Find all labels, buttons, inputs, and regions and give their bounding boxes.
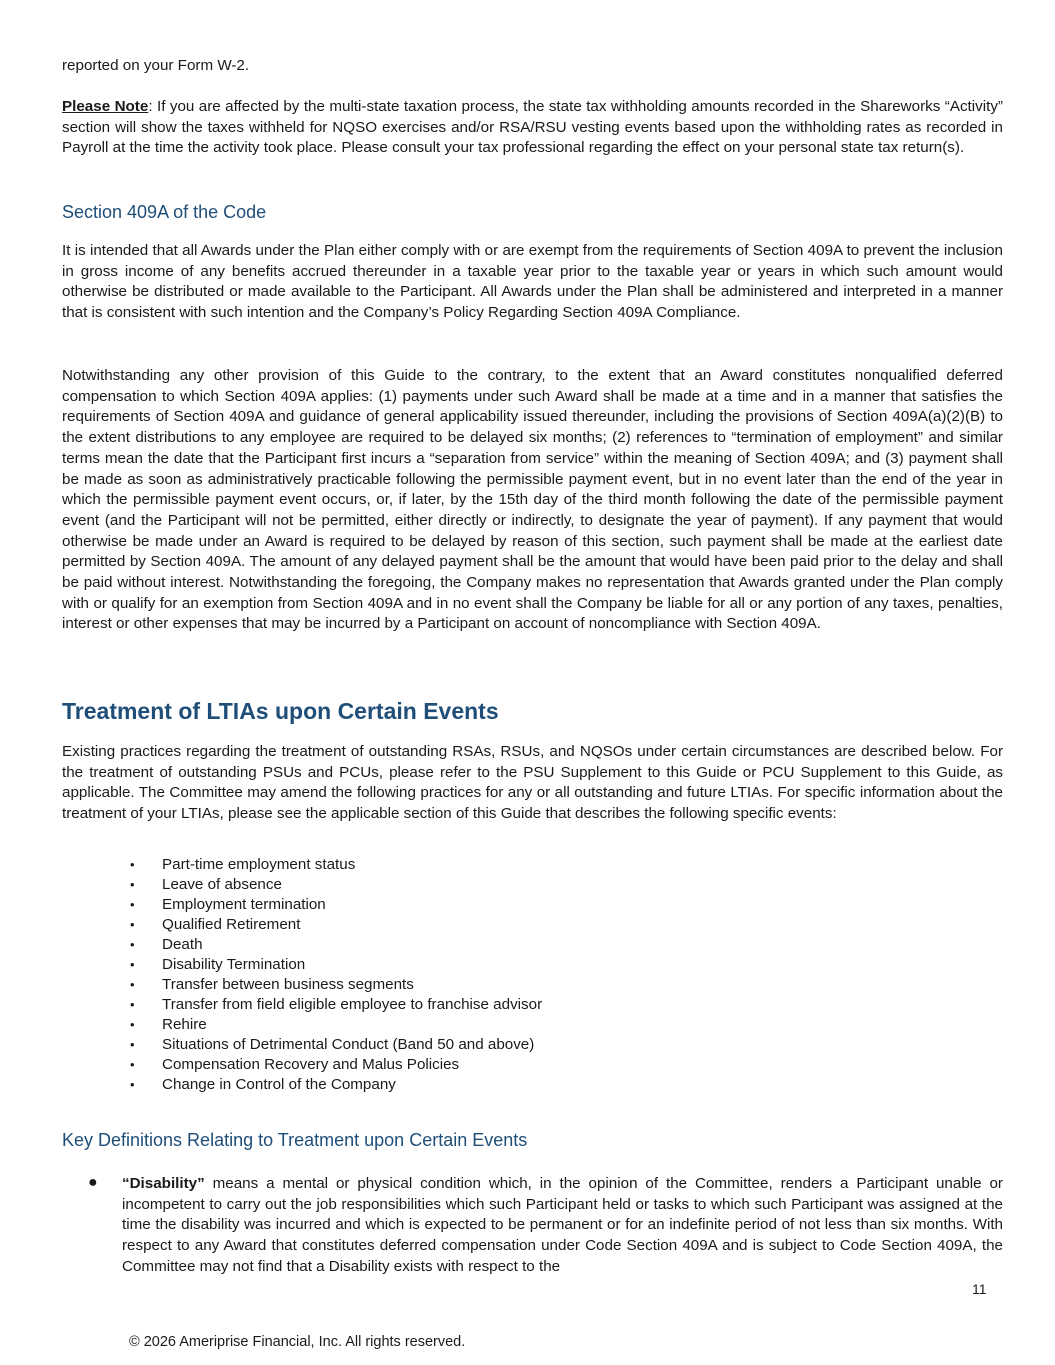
event-item: • Death xyxy=(130,935,542,955)
disability-definition-text xyxy=(122,1174,1003,1278)
event-item: • Compensation Recovery and Malus Policies xyxy=(130,1055,542,1075)
event-item: • Part-time employment status xyxy=(130,855,542,875)
disability-definition xyxy=(88,1174,1003,1278)
intro-text: reported on your Form W-2. xyxy=(62,57,250,74)
please-note-paragraph xyxy=(62,97,1003,159)
section-409a-paragraph-2: Notwithstanding any other provision of this Guide to the contrary, to the extent that an Award constitutes nonqualified deferred compensation to which Section 409A applies: (1) payments under such Award shall be made at a time and in a manner that satisfies the requirements of Section 409A and guidance of general applicability issued thereunder, including the provisions of Section 409A(a)(2)(B) to the extent distributions to any employee are required to be delayed six months; (2) references to “termination of employment” and similar terms mean the date that the Participant first incurs a “separation from service” within the meaning of Section 409A; and (3) payment shall be made as soon as administratively practicable following the permissible payment event, but in no event later than the end of the year in which the permissible payment event occurs, or, if later, by the 15th day of the third month following the date of the permissible payment event (and the Participant will not be permitted, either directly or indirectly, to designate the year of payment). If any payment that would otherwise be made under an Award is required to be delayed by reason of this section, such payment shall be made at the earliest date permitted by Section 409A. The amount of any delayed payment shall be the amount that would have been paid prior to the delay and shall be paid without interest. Notwithstanding the foregoing, the Company makes no representation that Awards granted under the Plan comply with or qualify for an exemption from Section 409A and in no event shall the Company be liable for all or any portion of any taxes, penalties, interest or other expenses that may be incurred by a Participant on account of noncompliance with Section 409A. xyxy=(62,367,1003,633)
events-list xyxy=(130,855,542,1095)
section-409a-heading: Section 409A of the Code xyxy=(62,202,267,222)
bullet-icon: ● xyxy=(88,1174,98,1191)
disability-term: “Disability” xyxy=(122,1175,205,1192)
please-note-label: Please Note xyxy=(62,98,149,115)
event-item: • Qualified Retirement xyxy=(130,915,542,935)
treatment-paragraph: Existing practices regarding the treatment of outstanding RSAs, RSUs, and NQSOs under certain circumstances are described below. For the treatment of outstanding PSUs and PCUs, please refer to the PSU Supplement to this Guide or PCU Supplement to this Guide, as applicable. The Committee may amend the following practices for any or all outstanding and future LTIAs. For specific information about the treatment of your LTIAs, please see the applicable section of this Guide that describes the following specific events: xyxy=(62,743,1003,823)
event-item: • Situations of Detrimental Conduct (Band 50 and above) xyxy=(130,1035,542,1055)
event-item: • Leave of absence xyxy=(130,875,542,895)
event-item: • Rehire xyxy=(130,1015,542,1035)
please-note-text: : If you are affected by the multi-state taxation process, the state tax withholding amounts recorded in the Shareworks “Activity” section will show the taxes withheld for NQSO exercises and/or RSA/RSU vesting events based upon the withholding rates as recorded in Payroll at the time the activity took place. Please consult your tax professional regarding the effect on your personal state tax return(s). xyxy=(62,98,1003,157)
disability-text: means a mental or physical condition which, in the opinion of the Committee, renders a Participant unable or incompetent to carry out the job responsibilities which such Participant held or tasks to which such Participant was assigned at the time the disability was incurred and which is expected to be permanent or for an indefinite period of not less than six months. With respect to any Award that constitutes deferred compensation under Code Section 409A and is subject to Code Section 409A, the Committee may not find that a Disability exists with respect to the xyxy=(122,1175,1003,1275)
page-number: 11 xyxy=(972,1281,987,1297)
event-item: • Employment termination xyxy=(130,895,542,915)
event-item: • Disability Termination xyxy=(130,955,542,975)
event-item: • Transfer from field eligible employee to franchise advisor xyxy=(130,995,542,1015)
event-item: • Transfer between business segments xyxy=(130,975,542,995)
treatment-heading: Treatment of LTIAs upon Certain Events xyxy=(62,698,499,724)
event-item: • Change in Control of the Company xyxy=(130,1075,542,1095)
key-definitions-heading: Key Definitions Relating to Treatment upon Certain Events xyxy=(62,1130,528,1150)
section-409a-paragraph-1: It is intended that all Awards under the Plan either comply with or are exempt from the requirements of Section 409A to prevent the inclusion in gross income of any benefits accrued thereunder in a taxable year prior to the taxable year or years in which such amount would otherwise be distributed or made available to the Participant. All Awards under the Plan shall be administered and interpreted in a manner that is consistent with such intention and the Company’s Policy Regarding Section 409A Compliance. xyxy=(62,242,1003,322)
copyright-footer: © 2026 Ameriprise Financial, Inc. All rights reserved. xyxy=(129,1334,466,1350)
